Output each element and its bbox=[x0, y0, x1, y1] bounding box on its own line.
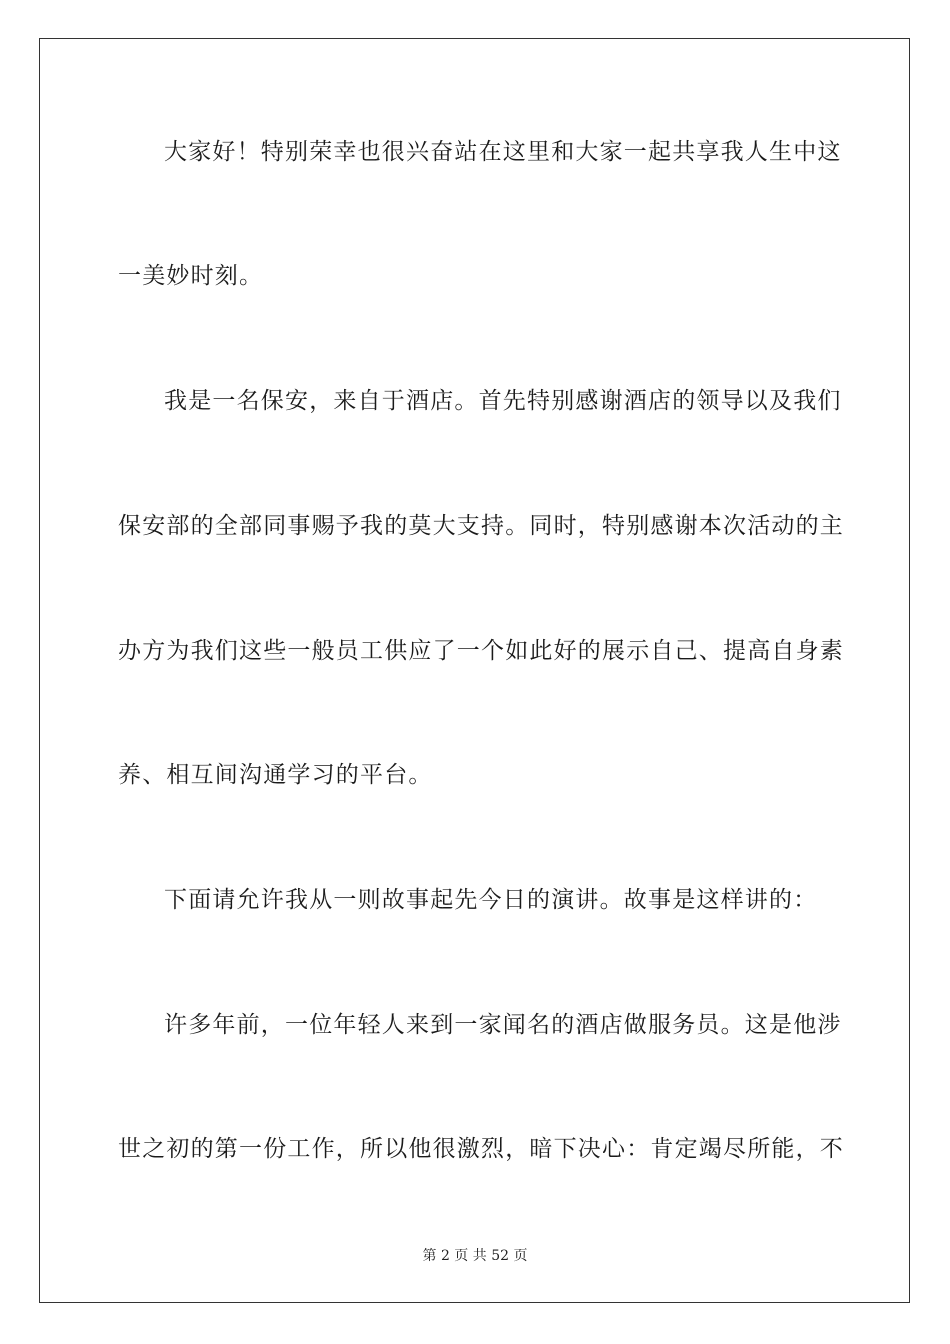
paragraph-line: 许多年前，一位年轻人来到一家闻名的酒店做服务员。这是他涉 bbox=[164, 1012, 842, 1038]
page-number-footer: 第 2 页 共 52 页 bbox=[422, 1248, 528, 1264]
paragraph-line: 我是一名保安，来自于酒店。首先特别感谢酒店的领导以及我们 bbox=[164, 388, 842, 414]
paragraph-line: 世之初的第一份工作，所以他很激烈，暗下决心：肯定竭尽所能，不 bbox=[118, 1136, 844, 1162]
paragraph-line: 办方为我们这些一般员工供应了一个如此好的展示自己、提高自身素 bbox=[118, 638, 844, 664]
paragraph-line: 一美妙时刻。 bbox=[118, 263, 264, 289]
paragraph-line: 下面请允许我从一则故事起先今日的演讲。故事是这样讲的： bbox=[164, 887, 818, 913]
paragraph-line: 养、相互间沟通学习的平台。 bbox=[118, 762, 433, 788]
paragraph-line: 保安部的全部同事赐予我的莫大支持。同时，特别感谢本次活动的主 bbox=[118, 513, 844, 539]
paragraph-line: 大家好！特别荣幸也很兴奋站在这里和大家一起共享我人生中这 bbox=[164, 139, 842, 165]
page-border bbox=[39, 38, 910, 1303]
